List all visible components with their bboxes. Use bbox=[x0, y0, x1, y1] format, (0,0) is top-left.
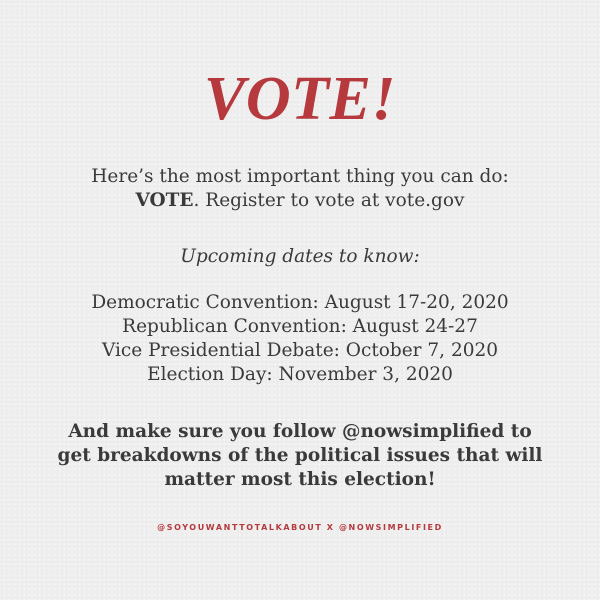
intro-text bbox=[0, 165, 600, 213]
intro-line-2 bbox=[0, 189, 600, 213]
dates-list bbox=[0, 291, 600, 387]
date-item-election-day: Election Day: November 3, 2020 bbox=[147, 364, 453, 385]
poster-title: VOTE! bbox=[204, 65, 396, 133]
intro-line-1: Here’s the most important thing you can do: bbox=[91, 166, 509, 187]
outro-line-2: get breakdowns of the political issues that will bbox=[57, 445, 543, 466]
footer-credit: @SOYOUWANTTOTALKABOUT X @NOWSIMPLIFIED bbox=[157, 523, 443, 532]
outro-line-3: matter most this election! bbox=[164, 469, 436, 490]
date-item-democratic-convention: Democratic Convention: August 17-20, 2020 bbox=[91, 292, 509, 313]
dates-heading: Upcoming dates to know: bbox=[180, 246, 420, 267]
outro-text bbox=[0, 420, 600, 492]
date-item-republican-convention: Republican Convention: August 24-27 bbox=[122, 316, 478, 337]
date-item-vp-debate: Vice Presidential Debate: October 7, 2020 bbox=[101, 340, 499, 361]
intro-emphasis: VOTE bbox=[135, 190, 194, 211]
intro-line-2-rest: . Register to vote at vote.gov bbox=[193, 190, 465, 211]
outro-line-1: And make sure you follow @nowsimplified to bbox=[68, 421, 532, 442]
